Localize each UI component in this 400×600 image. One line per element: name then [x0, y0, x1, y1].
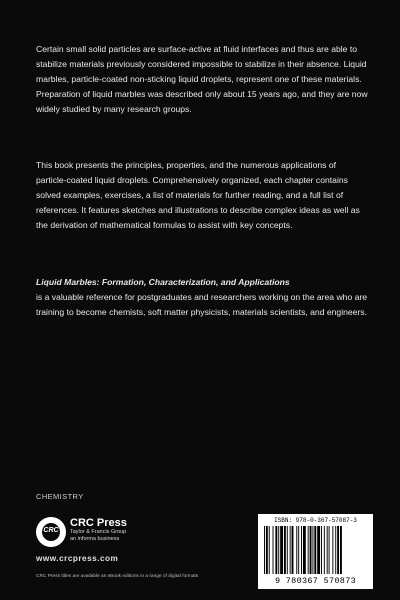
crc-logo-icon [36, 517, 66, 547]
description-paragraph-2: This book presents the principles, properties, and the numerous applications of particle-coated liquid droplets. Comprehensively organized, each chapter contains solved examples, exercises, a list of materials for further reading, and a full list of references. It features sketches and illustrations to describe complex ideas as well as the derivation of mathematical formulas to assist with key concepts. [36, 160, 360, 230]
description-paragraph-1: Certain small solid particles are surface-active at fluid interfaces and thus are able to stabilize materials previously considered impossible to stabilize in their absence. Liquid marbles, particle-coated non-sticking liquid droplets, represent one of these materials. Preparation of liquid marbles was described only about 15 years ago, and they are now widely studied by many research groups. [36, 44, 368, 114]
publisher-url[interactable]: www.crcpress.com [36, 554, 119, 563]
publisher-group: Taylor & Francis Group [70, 529, 127, 535]
ebook-note: CRC Press titles are available as eBook editions in a range of digital formats [36, 574, 199, 579]
barcode-digits: 9 780367 570873 [274, 576, 356, 586]
subject-category: CHEMISTRY [36, 492, 84, 501]
publisher-name: CRC Press [70, 517, 127, 529]
barcode-icon [262, 526, 369, 576]
book-title: Liquid Marbles: Formation, Characterization, and Applications [36, 277, 290, 287]
description-paragraph-3 [36, 275, 368, 320]
publisher-block [70, 517, 180, 543]
logo-text: CRC [43, 527, 59, 534]
isbn-label: ISBN: 978-0-367-57087-3 [274, 517, 357, 524]
barcode [258, 514, 373, 589]
publisher-business: an informa business [70, 536, 120, 542]
description-paragraph-3-text: is a valuable reference for postgraduates and researchers working on the area who are training to become chemists, soft matter physicists, materials scientists, and engineers. [36, 292, 368, 317]
